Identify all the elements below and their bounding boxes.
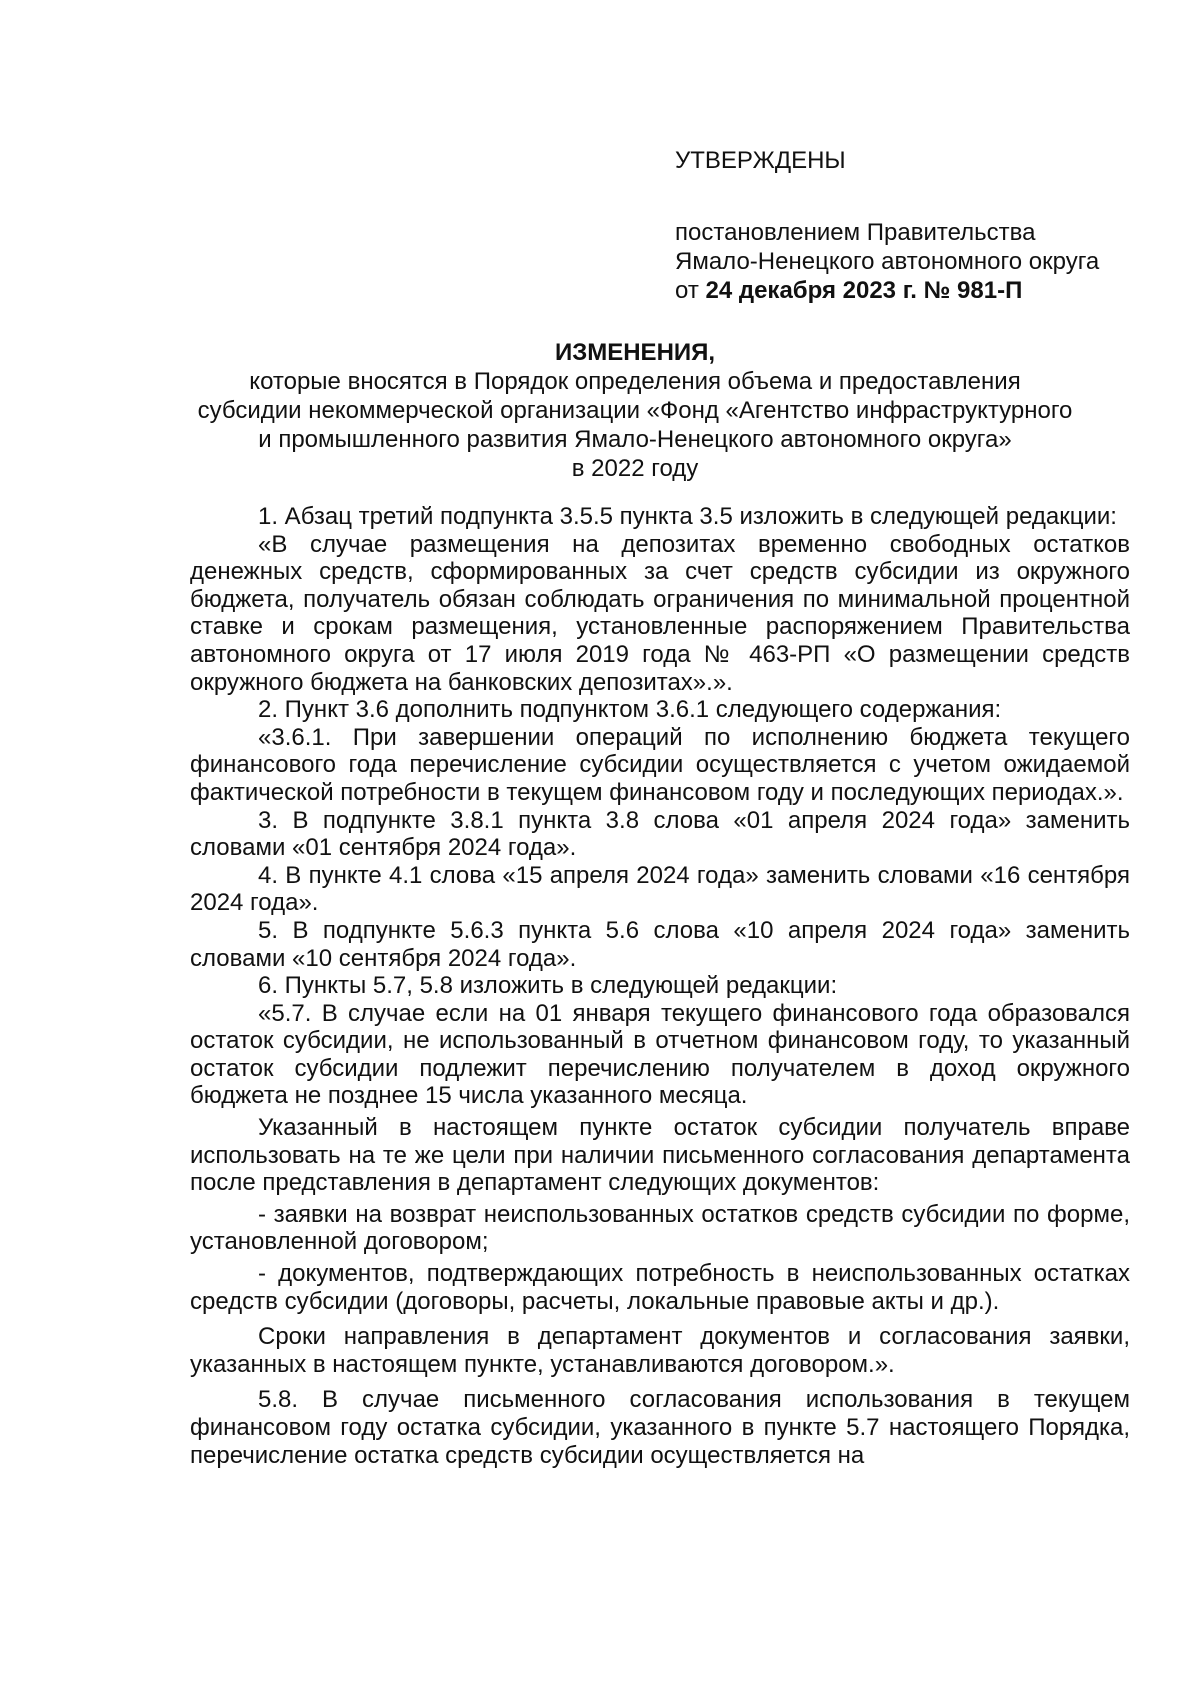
paragraph-item-1: 1. Абзац третий подпункта 3.5.5 пункта 3.5 изложить в следующей редакции: — [258, 503, 1117, 530]
paragraph-quote-3-5-5: «В случае размещения на депозитах временно свободных остатков денежных средств, сформированных за счет средств субсидии из окружного бюджета, получатель обязан соблюдать ограничения по минимальной процентной ставке и срокам размещения, установленные распоряжением Правительства автономного округа от 17 июля 2019 года № 463-РП «О размещении средств окружного бюджета на банковских депозитах».». — [190, 530, 1130, 696]
title-line-4: в 2022 году — [571, 455, 699, 482]
approved-label: УТВЕРЖДЕНЫ — [675, 147, 846, 174]
paragraph-item-3: 3. В подпункте 3.8.1 пункта 3.8 слова «01 апреля 2024 года» заменить словами «01 сентября 2024 года». — [190, 806, 1130, 862]
paragraph-item-5: 5. В подпункте 5.6.3 пункта 5.6 слова «10 апреля 2024 года» заменить словами «10 сентября 2024 года». — [190, 916, 1130, 972]
paragraph-remainder-usage: Указанный в настоящем пункте остаток субсидии получатель вправе использовать на те же цели при наличии письменного согласования департамента после представления в департамент следующих документов: — [190, 1114, 1130, 1197]
approval-line-date — [675, 276, 1135, 305]
paragraph-item-6: 6. Пункты 5.7, 5.8 изложить в следующей редакции: — [258, 972, 838, 1000]
approval-line-resolution: постановлением Правительства — [675, 219, 1036, 246]
paragraph-quote-3-6-1: «3.6.1. При завершении операций по исполнению бюджета текущего финансового года перечисление субсидии осуществляется с учетом ожидаемой фактической потребности в текущем финансовом году и последующих периодах.». — [190, 723, 1130, 806]
paragraph-deadlines: Сроки направления в департамент документов и согласования заявки, указанных в настоящем пункте, устанавливаются договором.». — [190, 1323, 1130, 1378]
paragraph-item-5-8: 5.8. В случае письменного согласования использования в текущем финансовом году остатка субсидии, указанного в пункте 5.7 настоящего Порядка, перечисление остатка средств субсидии осуществляется на — [190, 1386, 1130, 1469]
title-line-3: и промышленного развития Ямало-Ненецкого автономного округа» — [258, 426, 1012, 453]
document-body — [190, 503, 1130, 1469]
paragraph-list-documents: - документов, подтверждающих потребность в неиспользованных остатках средств субсидии (договоры, расчеты, локальные правовые акты и др.). — [190, 1260, 1130, 1315]
paragraph-item-2: 2. Пункт 3.6 дополнить подпунктом 3.6.1 следующего содержания: — [258, 696, 1002, 724]
approval-date-number: 24 декабря 2023 г. № 981-П — [705, 277, 1023, 304]
paragraph-quote-5-7: «5.7. В случае если на 01 января текущего финансового года образовался остаток субсидии, не использованный в отчетном финансовом году, то указанный остаток субсидии подлежит перечислению получателем в доход окружного бюджета не позднее 15 числа указанного месяца. — [190, 999, 1130, 1110]
paragraph-item-4: 4. В пункте 4.1 слова «15 апреля 2024 года» заменить словами «16 сентября 2024 года». — [190, 861, 1130, 917]
title-heading: ИЗМЕНЕНИЯ, — [554, 339, 716, 366]
document-title — [150, 338, 1120, 483]
approval-stamp — [675, 146, 1135, 305]
paragraph-list-application: - заявки на возврат неиспользованных остатков средств субсидии по форме, установленной договором; — [190, 1200, 1130, 1256]
title-line-2: субсидии некоммерческой организации «Фонд «Агентство инфраструктурного — [197, 397, 1073, 424]
approval-line-government: Ямало-Ненецкого автономного округа — [675, 248, 1100, 275]
title-line-1: которые вносятся в Порядок определения объема и предоставления — [249, 368, 1021, 395]
approval-date-prefix: от — [675, 277, 706, 304]
